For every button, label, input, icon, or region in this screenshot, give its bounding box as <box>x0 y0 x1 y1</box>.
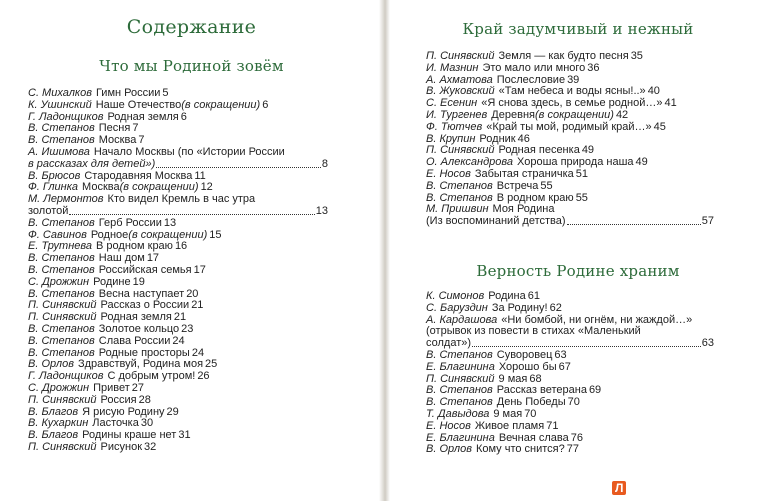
entry-title: День Победы <box>496 396 566 409</box>
entry-page-number: 68 <box>529 372 542 385</box>
entry-title: Встреча <box>496 179 539 192</box>
entry-author: А. Ишимова <box>28 145 90 158</box>
entry-title-continued: в рассказах для детей») <box>28 157 156 170</box>
entry-page-number: 42 <box>615 108 629 121</box>
entry-page-number: 29 <box>166 405 179 418</box>
entry-title: Земля — как будто песня <box>498 50 629 62</box>
entry-note: (в сокращении) <box>534 108 614 121</box>
entry-author: Ф. Тютчев <box>426 120 483 133</box>
entry-page-number: 21 <box>173 311 187 324</box>
entry-title: Здравствуй, Родина моя <box>77 358 204 371</box>
entry-note: (в сокращении) <box>119 181 199 194</box>
entry-title: Кто видел Кремль в час утра <box>107 193 256 206</box>
entry-author: О. Александрова <box>426 156 514 169</box>
entry-author: М. Пришвин <box>426 203 489 216</box>
entry-author: С. Михалков <box>28 87 92 99</box>
entry-author: В. Степанов <box>426 191 493 204</box>
entry-page-number: 51 <box>575 167 589 180</box>
entry-page-number: 57 <box>701 215 714 228</box>
entry-page-number: 41 <box>664 97 677 110</box>
toc-entry <box>426 421 714 433</box>
entry-leader-dots <box>156 166 321 168</box>
toc-entry <box>426 362 714 374</box>
entry-page-number: 17 <box>193 263 206 276</box>
entry-author: С. Дрожжин <box>28 275 90 288</box>
entry-author: В. Степанов <box>28 216 95 229</box>
entry-title: 9 мая <box>493 407 523 420</box>
entry-author: В. Степанов <box>28 263 95 276</box>
toc-entry <box>426 110 714 122</box>
entry-page-number: 20 <box>186 287 199 300</box>
entry-author: С. Есенин <box>426 97 478 110</box>
entry-author: Е. Носов <box>426 419 471 432</box>
entry-title: Рассказ о России <box>100 299 190 312</box>
toc-entry <box>426 315 714 350</box>
entry-author: С. Баруздин <box>426 301 488 314</box>
entry-page-number: 61 <box>527 290 540 302</box>
entry-author: П. Синявский <box>28 311 97 324</box>
entry-title: Послесловие <box>496 73 566 86</box>
entry-author: Ф. Савинов <box>28 228 87 241</box>
entry-note: (в сокращении) <box>181 98 261 111</box>
entry-author: А. Ахматова <box>426 73 493 86</box>
toc-list-left <box>28 88 328 454</box>
entry-title: Рассказ ветерана <box>496 384 587 397</box>
toc-entry <box>28 442 328 454</box>
entry-continuation-line <box>28 159 328 171</box>
toc-entry <box>426 63 714 75</box>
toc-entry <box>426 169 714 181</box>
entry-page-number: 7 <box>132 122 139 135</box>
entry-author: П. Синявский <box>426 50 495 62</box>
entry-title: В родном краю <box>496 191 574 204</box>
entry-page-number: 6 <box>180 110 187 123</box>
entry-author: К. Ушинский <box>28 98 92 111</box>
entry-author: В. Степанов <box>28 134 95 147</box>
entry-author: Е. Трутнева <box>28 240 93 253</box>
entry-author: Г. Ладонщиков <box>28 110 104 123</box>
entry-title: Живое пламя <box>474 419 545 432</box>
entry-author: В. Крупин <box>426 132 476 145</box>
entry-title: Это мало или много <box>482 61 586 74</box>
entry-title: Кому что снится? <box>475 443 565 456</box>
entry-title: Моя Родина <box>492 203 555 216</box>
entry-page-number: 69 <box>588 384 602 397</box>
entry-page-number: 70 <box>567 396 580 409</box>
entry-author: В. Орлов <box>28 358 74 371</box>
entry-page-number: 45 <box>653 120 666 133</box>
entry-title: Российская семья <box>98 263 192 276</box>
entry-page-number: 17 <box>146 252 160 265</box>
entry-author: В. Степанов <box>28 252 95 265</box>
toc-entry <box>426 204 714 228</box>
toc-entry <box>28 218 328 230</box>
toc-entry <box>426 122 714 134</box>
entry-title: Слава России <box>98 334 171 347</box>
entry-title: Ласточка <box>92 417 139 430</box>
section-title-gentle-land: Край задумчивый и нежный <box>462 20 694 38</box>
entry-page-number: 46 <box>517 132 530 145</box>
entry-author: В. Орлов <box>426 443 472 456</box>
entry-author: Е. Носов <box>426 167 471 180</box>
entry-title: Родина <box>488 290 526 302</box>
entry-title: Наш дом <box>98 252 145 265</box>
entry-page-number: 30 <box>140 417 154 430</box>
toc-entry <box>28 147 328 171</box>
entry-title: Россия <box>100 393 137 406</box>
entry-title: Песня <box>98 122 131 135</box>
entry-author: В. Кухаркин <box>28 417 89 430</box>
entry-title: Родная земля <box>100 311 172 324</box>
entry-page-number: 16 <box>174 240 188 253</box>
entry-page-number: 49 <box>581 144 595 157</box>
entry-page-number: 24 <box>191 346 205 359</box>
toc-entry <box>28 194 328 218</box>
toc-entry <box>28 100 328 112</box>
entry-author: В. Степанов <box>426 179 493 192</box>
entry-page-number: 21 <box>191 299 204 312</box>
entry-title: С добрым утром! <box>107 370 196 383</box>
publisher-logo: Л <box>612 481 626 495</box>
toc-entry <box>28 336 328 348</box>
entry-page-number: 76 <box>570 431 583 444</box>
entry-author: Т. Давыдова <box>426 407 490 420</box>
entry-author: В. Степанов <box>426 396 493 409</box>
entry-page-number: 25 <box>205 358 218 371</box>
entry-title: Родины краше нет <box>82 429 177 442</box>
entry-author: В. Степанов <box>426 384 493 397</box>
entry-title: «Ни бомбой, ни огнём, ни жаждой…» <box>501 313 693 326</box>
entry-title: В родном краю <box>96 240 173 253</box>
entry-page-number: 70 <box>524 407 537 420</box>
entry-author: Е. Благинина <box>426 431 495 444</box>
entry-title: Родные просторы <box>98 346 190 359</box>
entry-author: А. Кардашова <box>426 313 498 326</box>
entry-page-number: 13 <box>163 216 177 229</box>
entry-author: М. Лермонтов <box>28 193 104 206</box>
entry-page-number: 15 <box>209 228 222 241</box>
entry-page-number: 67 <box>558 360 571 373</box>
entry-title: Начало Москвы (по «Истории России <box>93 145 285 158</box>
entry-title-continued: солдат») <box>426 337 472 350</box>
entry-page-number: 7 <box>138 134 145 147</box>
entry-title: Хорошо бы <box>498 360 557 373</box>
entry-author: С. Дрожжин <box>28 381 90 394</box>
entry-title: Весна наступает <box>98 287 185 300</box>
entry-continuation-line <box>426 216 714 228</box>
entry-title: Привет <box>93 381 130 394</box>
entry-title: Хороша природа наша <box>517 156 634 169</box>
entry-title: Москва <box>82 181 120 194</box>
entry-title: За Родину! <box>491 301 548 314</box>
toc-entry <box>426 409 714 421</box>
entry-author: В. Благов <box>28 429 79 442</box>
entry-page-number: 24 <box>172 334 185 347</box>
toc-entry <box>28 395 328 407</box>
toc-entry <box>28 277 328 289</box>
entry-page-number: 11 <box>194 169 206 182</box>
entry-author: П. Синявский <box>28 299 97 312</box>
entry-page-number: 63 <box>701 337 714 350</box>
entry-author: Г. Ладонщиков <box>28 370 104 383</box>
toc-list-right-1 <box>426 51 714 228</box>
entry-author: В. Степанов <box>426 348 493 361</box>
entry-leader-dots <box>472 345 701 347</box>
entry-leader-dots <box>69 213 314 215</box>
entry-page-number: 36 <box>587 61 600 74</box>
entry-title: Родное <box>90 228 129 241</box>
entry-title: Родная песенка <box>498 144 580 157</box>
entry-author: К. Симонов <box>426 290 485 302</box>
toc-entry <box>28 383 328 395</box>
entry-title: Герб России <box>98 216 162 229</box>
entry-author: Ф. Глинка <box>28 181 79 194</box>
toc-entry <box>426 444 714 456</box>
entry-title: Рисунок <box>100 440 143 453</box>
entry-author: П. Синявский <box>28 440 97 453</box>
entry-leader-dots <box>567 223 701 225</box>
entry-page-number: 40 <box>647 85 660 98</box>
entry-author: В. Степанов <box>28 122 95 135</box>
entry-title: «Я снова здесь, в семье родной…» <box>481 97 663 110</box>
entry-page-number: 26 <box>197 370 210 383</box>
entry-page-number: 12 <box>200 181 213 194</box>
entry-page-number: 62 <box>549 301 562 314</box>
entry-continuation-line <box>28 206 328 218</box>
entry-page-number: 28 <box>138 393 151 406</box>
entry-page-number: 8 <box>321 157 328 170</box>
entry-page-number: 71 <box>546 419 559 432</box>
entry-title: Родине <box>93 275 131 288</box>
entry-title-continued: (отрывок из повести в стихах «Маленький <box>426 325 641 338</box>
toc-entry <box>426 350 714 362</box>
toc-entry <box>28 324 328 336</box>
entry-title: 9 мая <box>498 372 528 385</box>
entry-title: Родная земля <box>107 110 179 123</box>
entry-title: Забытая страничка <box>474 167 574 180</box>
entry-title: Суворовец <box>496 348 553 361</box>
entry-author: В. Степанов <box>28 334 95 347</box>
entry-page-number: 39 <box>567 73 580 86</box>
entry-title: Гимн России <box>95 87 161 99</box>
entry-page-number: 27 <box>131 381 145 394</box>
entry-title: «Там небеса и воды ясны!..» <box>498 85 646 98</box>
entry-title: Стародавняя Москва <box>84 169 193 182</box>
entry-author: В. Степанов <box>28 322 95 335</box>
toc-entry <box>426 303 714 315</box>
entry-author: Е. Благинина <box>426 360 495 373</box>
entry-page-number: 32 <box>144 440 157 453</box>
section-title-loyalty: Верность Родине храним <box>476 262 680 280</box>
entry-title-continued: золотой <box>28 204 69 217</box>
book-gutter <box>379 0 390 501</box>
toc-list-right-2 <box>426 291 714 456</box>
entry-author: П. Синявский <box>28 393 97 406</box>
entry-page-number: 6 <box>262 98 269 111</box>
entry-title: «Край ты мой, родимый край…» <box>486 120 652 133</box>
entry-author: В. Брюсов <box>28 169 81 182</box>
entry-title: Родник <box>479 132 516 145</box>
entry-title: Москва <box>98 134 137 147</box>
entry-page-number: 5 <box>162 87 169 99</box>
entry-author: И. Мазнин <box>426 61 479 74</box>
entry-page-number: 31 <box>178 429 191 442</box>
entry-title: Деревня <box>491 108 535 121</box>
entry-page-number: 55 <box>575 191 588 204</box>
entry-page-number: 13 <box>315 204 328 217</box>
entry-page-number: 49 <box>635 156 648 169</box>
entry-page-number: 55 <box>540 179 553 192</box>
entry-title: Вечная слава <box>498 431 569 444</box>
entry-title: Золотое кольцо <box>98 322 180 335</box>
entry-author: В. Степанов <box>28 346 95 359</box>
entry-author: П. Синявский <box>426 372 495 385</box>
entry-page-number: 63 <box>554 348 567 361</box>
contents-title: Содержание <box>126 16 257 38</box>
entry-title: Я рисую Родину <box>82 405 165 418</box>
toc-entry <box>426 181 714 193</box>
toc-entry <box>28 265 328 277</box>
entry-author: В. Жуковский <box>426 85 495 98</box>
entry-note: (в сокращении) <box>128 228 208 241</box>
entry-title: Наше Отечество <box>95 98 182 111</box>
entry-author: В. Степанов <box>28 287 95 300</box>
entry-page-number: 19 <box>132 275 145 288</box>
entry-author: И. Тургенев <box>426 108 488 121</box>
entry-author: П. Синявский <box>426 144 495 157</box>
entry-page-number: 23 <box>181 322 194 335</box>
entry-page-number: 35 <box>630 50 643 62</box>
entry-title-continued: (Из воспоминаний детства) <box>426 215 566 228</box>
entry-author: В. Благов <box>28 405 79 418</box>
entry-page-number: 77 <box>566 443 579 456</box>
section-title-homeland: Что мы Родиной зовём <box>99 57 284 75</box>
